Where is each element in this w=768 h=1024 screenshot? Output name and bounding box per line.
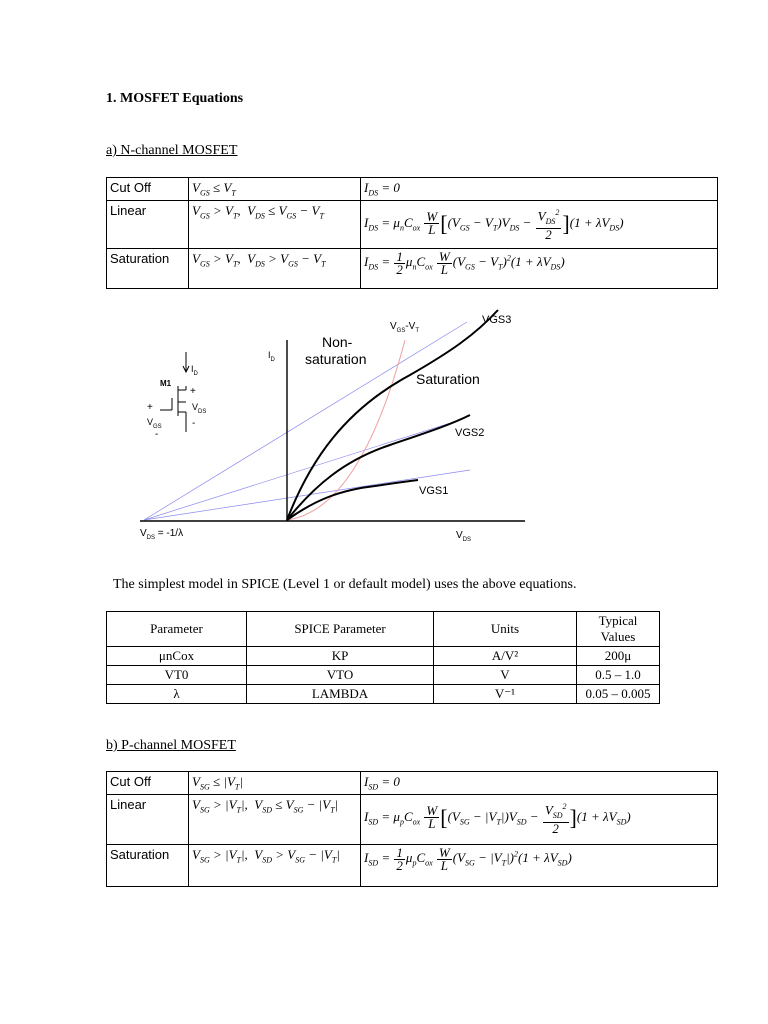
plus-sign-drain: + — [190, 386, 196, 397]
region-cell: Linear — [107, 200, 189, 248]
table-row — [107, 200, 718, 248]
nonsaturation-label-line2: saturation — [305, 351, 367, 367]
section-title: 1. MOSFET Equations — [106, 91, 244, 106]
mosfet-iv-figure — [130, 300, 550, 555]
typical-cell: 0.05 – 0.005 — [577, 685, 660, 704]
equation-cell: $I_{SD} = 0$ — [361, 772, 718, 795]
typical-cell: 200μ — [577, 647, 660, 666]
nmos-heading: a) N-channel MOSFET — [106, 143, 238, 158]
equation-cell: $I_{DS} = 0$ — [361, 178, 718, 201]
vds-lambda-label: $V_{DS} = -1/\lambda$ — [140, 528, 184, 541]
condition-cell: $V_{SG} > |V_T|$, $V_{SD} \le V_{SG} - |V_T|$ — [189, 794, 361, 844]
table-row — [107, 248, 718, 288]
mosfet-symbol — [160, 352, 189, 432]
table-row — [107, 772, 718, 795]
table-header-row — [107, 612, 660, 647]
equation-cell: $I_{DS}$ = $\frac{1}{2}$ $\mu_nC_{ox}$ $\frac{W}{L}$ $(V_{GS} - V_T)^2(1 + \lambda V_{DS})$ — [361, 248, 718, 288]
id-arrow-label: $I_D$ — [191, 364, 198, 377]
pmos-equation-table — [106, 771, 718, 887]
typical-cell: 0.5 – 1.0 — [577, 666, 660, 685]
equation-cell: $I_{SD}$ = $\frac{1}{2}$ $\mu_pC_{ox}$ $\frac{W}{L}$ $(V_{SG} - |V_T|)^2(1 + \lambda V_{SD})$ — [361, 844, 718, 886]
vgs-minus-vt-label: $V_{GS}-V_T$ — [390, 321, 420, 334]
spice-cell: VTO — [247, 666, 434, 685]
vgs2-label: VGS2 — [455, 427, 485, 439]
table-row — [107, 647, 660, 666]
condition-cell: $V_{SG} > |V_T|$, $V_{SD} > V_{SG} - |V_T|$ — [189, 844, 361, 886]
condition-cell: $V_{GS} > V_T$, $V_{DS} \le V_{GS} - V_T$ — [189, 200, 361, 248]
condition-cell: $V_{SG} \le |V_T|$ — [189, 772, 361, 795]
table-row — [107, 685, 660, 704]
region-cell: Linear — [107, 794, 189, 844]
id-axis-label: $I_D$ — [268, 350, 275, 363]
region-cell: Saturation — [107, 844, 189, 886]
spice-cell: LAMBDA — [247, 685, 434, 704]
minus-sign-gate: - — [155, 429, 159, 440]
column-header: SPICE Parameter — [247, 612, 434, 647]
curve-vgs3 — [287, 310, 498, 520]
condition-cell: $V_{GS} \le V_T$ — [189, 178, 361, 201]
pmos-heading: b) P-channel MOSFET — [106, 738, 236, 753]
nonsaturation-label-line1: Non- — [322, 334, 353, 350]
param-cell: μnCox — [107, 647, 247, 666]
table-row — [107, 178, 718, 201]
vds-axis-label: $V_{DS}$ — [456, 530, 472, 543]
spice-cell: KP — [247, 647, 434, 666]
param-cell: VT0 — [107, 666, 247, 685]
units-cell: A/V² — [434, 647, 577, 666]
nmos-equation-table — [106, 177, 718, 289]
column-header: Units — [434, 612, 577, 647]
region-cell: Saturation — [107, 248, 189, 288]
table-row — [107, 794, 718, 844]
region-cell: Cut Off — [107, 772, 189, 795]
spice-parameters-table — [106, 611, 660, 704]
condition-cell: $V_{GS} > V_T$, $V_{DS} > V_{GS} - V_T$ — [189, 248, 361, 288]
region-cell: Cut Off — [107, 178, 189, 201]
column-header: Typical Values — [577, 612, 660, 647]
table-row — [107, 844, 718, 886]
vgs-small-label: $V_{GS}$ — [147, 417, 162, 430]
vgs1-label: VGS1 — [419, 485, 449, 497]
saturation-boundary-curve — [287, 340, 405, 520]
column-header: Parameter — [107, 612, 247, 647]
equation-cell: $I_{SD} = \mu_pC_{ox}$ $\frac{W}{L}$ [$(V_{SG} - |V_T|)V_{SD}$ − $\frac{V_{SD}^2}{2}$ ]$(1 + \lambda V_{SD})$ — [361, 794, 718, 844]
m1-label: M1 — [160, 379, 172, 388]
units-cell: V — [434, 666, 577, 685]
lambda-line-2 — [144, 420, 460, 520]
table-row — [107, 666, 660, 685]
vgs3-label: VGS3 — [482, 314, 512, 326]
plus-sign-gate: + — [147, 402, 153, 413]
saturation-label: Saturation — [416, 371, 480, 387]
units-cell: V⁻¹ — [434, 685, 577, 704]
spice-sentence: The simplest model in SPICE (Level 1 or default model) uses the above equations. — [113, 577, 577, 592]
vds-small-label: $V_{DS}$ — [192, 402, 207, 415]
minus-sign-source: - — [192, 418, 196, 429]
equation-cell: $I_{DS} = \mu_nC_{ox}$ $\frac{W}{L}$ [$(V_{GS} - V_T)V_{DS}$ − $\frac{V_{DS}^2}{2}$ ]$(1 + \lambda V_{DS})$ — [361, 200, 718, 248]
param-cell: λ — [107, 685, 247, 704]
